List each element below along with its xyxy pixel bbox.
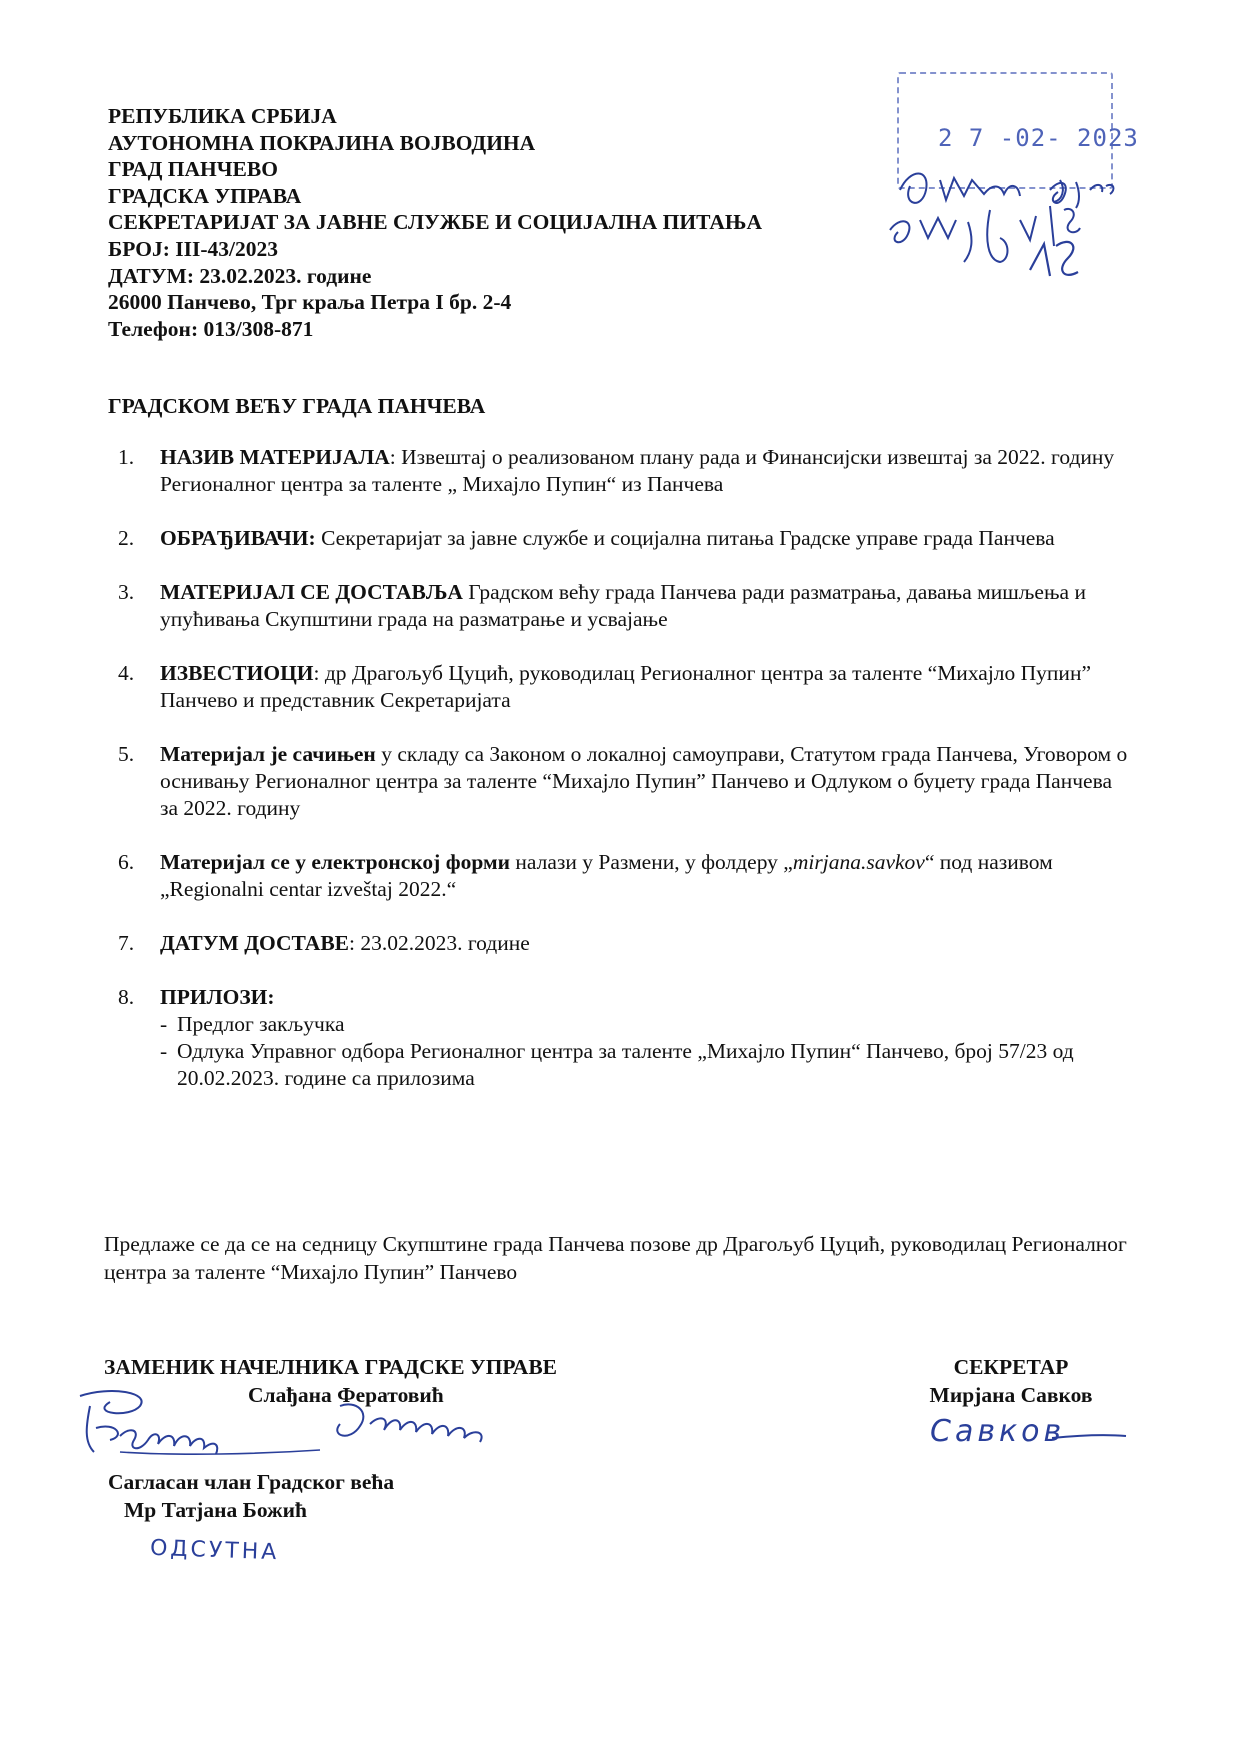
proposal-paragraph: Предлаже се да се на седницу Скупштине града Панчева позове др Драгољуб Цуцић, руководилац Регионалног центра за таленте “Михајло Пупин” Панчево	[104, 1232, 1127, 1284]
item-label: ИЗВЕСТИОЦИ	[160, 661, 314, 685]
attachment-list	[160, 1011, 1128, 1092]
item-list	[118, 444, 1128, 1092]
header-line: ГРАД ПАНЧЕВО	[108, 157, 278, 182]
handwritten-signature-right: Савков	[930, 1414, 1066, 1449]
list-item	[118, 525, 1128, 552]
attachment-text: Предлог закључка	[177, 1012, 345, 1036]
item-text: Секретаријат за јавне службе и социјална питања Градске управе града Панчева	[315, 526, 1055, 550]
secretary-signature-block	[916, 1353, 1106, 1409]
item-label: МАТЕРИЈАЛ СЕ ДОСТАВЉА	[160, 580, 463, 604]
phone: Телефон: 013/308-871	[108, 316, 314, 341]
council-member-block	[108, 1468, 394, 1524]
item-number: 7.	[118, 931, 135, 955]
item-label: НАЗИВ МАТЕРИЈАЛА	[160, 445, 390, 469]
address: 26000 Панчево, Трг краља Петра I бр. 2-4	[108, 290, 512, 315]
list-item	[118, 660, 1128, 714]
list-item	[118, 579, 1128, 633]
item-text: налази у Размени, у фолдеру „	[510, 850, 793, 874]
list-item	[118, 849, 1128, 903]
folder-name: mirjana.savkov	[792, 850, 925, 874]
signature-underline	[1050, 1428, 1130, 1448]
item-number: 4.	[118, 661, 135, 685]
header-line: СЕКРЕТАРИЈАТ ЗА ЈАВНЕ СЛУЖБЕ И СОЦИЈАЛНА ПИТАЊА	[108, 210, 762, 235]
signatory-title: ЗАМЕНИК НАЧЕЛНИКА ГРАДСКЕ УПРАВЕ	[104, 1355, 558, 1379]
signatory-name: Мр Татјана Божић	[124, 1498, 307, 1522]
bullet-dash: -	[160, 1039, 168, 1063]
item-number: 8.	[118, 985, 135, 1009]
list-item	[118, 930, 1128, 957]
recipient: ГРАДСКОМ ВЕЋУ ГРАДА ПАНЧЕВА	[108, 394, 486, 418]
item-text: Градском већу града Панчева ради разматрања, давања мишљења и упућивања Скупштини града на разматрање и усвајање	[160, 580, 1086, 631]
item-label: Материјал је сачињен	[160, 742, 376, 766]
item-label: ДАТУМ ДОСТАВЕ	[160, 931, 349, 955]
item-text: : 23.02.2023. године	[349, 931, 530, 955]
attachment-text: Одлука Управног одбора Регионалног центра за таленте „Михајло Пупин“ Панчево, број 57/23 од 20.02.2023. године са прилозима	[177, 1039, 1074, 1090]
attachment-item	[160, 1038, 1128, 1092]
item-text: : др Драгољуб Цуцић, руководилац Регионалног центра за таленте “Михајло Пупин” Панчево и представник Секретаријата	[160, 661, 1091, 712]
item-number: 2.	[118, 526, 135, 550]
item-number: 5.	[118, 742, 135, 766]
header-line: РЕПУБЛИКА СРБИЈА	[108, 104, 337, 128]
attachment-item	[160, 1011, 1128, 1038]
document-number: БРОЈ: III-43/2023	[108, 236, 278, 261]
handwritten-absent-note: ОДСУТНА	[149, 1535, 280, 1566]
list-item	[118, 741, 1128, 822]
item-text: : Извештај о реализованом плану рада и Финансијски извештај за 2022. годину Регионалног центра за таленте „ Михајло Пупин“ из Панчева	[160, 445, 1115, 496]
signatory-title: СЕКРЕТАР	[953, 1355, 1069, 1379]
handwritten-signature-left	[60, 1376, 560, 1466]
item-number: 3.	[118, 580, 135, 604]
header-line: АУТОНОМНА ПОКРАЈИНА ВОЈВОДИНА	[108, 130, 536, 155]
header-line: ГРАДСКА УПРАВА	[108, 183, 302, 208]
document-date: ДАТУМ: 23.02.2023. године	[108, 263, 372, 288]
item-number: 1.	[118, 445, 135, 469]
stamp-date: 2 7 -02- 2023	[938, 124, 1139, 152]
item-number: 6.	[118, 850, 135, 874]
list-item	[118, 444, 1128, 498]
item-label: ОБРАЂИВАЧИ:	[160, 526, 316, 550]
list-item	[118, 984, 1128, 1092]
bullet-dash: -	[160, 1012, 168, 1036]
item-text: “ под називом „Regionalni centar izveštaj 2022.“	[160, 850, 1053, 901]
handwritten-note	[880, 150, 1140, 300]
signatory-title: Сагласан члан Градског већа	[108, 1470, 395, 1494]
signatory-name: Слађана Фератовић	[248, 1383, 444, 1407]
item-text: у складу са Законом о локалној самоуправи, Статутом града Панчева, Уговором о оснивању Регионалног центра за таленте “Михајло Пупин” Панчево и Одлуком о буџету града Панчева за 2022. годину	[160, 742, 1128, 820]
item-label: ПРИЛОЗИ:	[160, 985, 275, 1009]
signatory-name: Мирјана Савков	[929, 1383, 1093, 1407]
sender-header	[108, 103, 762, 342]
item-label: Материјал се у електронској форми	[160, 850, 510, 874]
